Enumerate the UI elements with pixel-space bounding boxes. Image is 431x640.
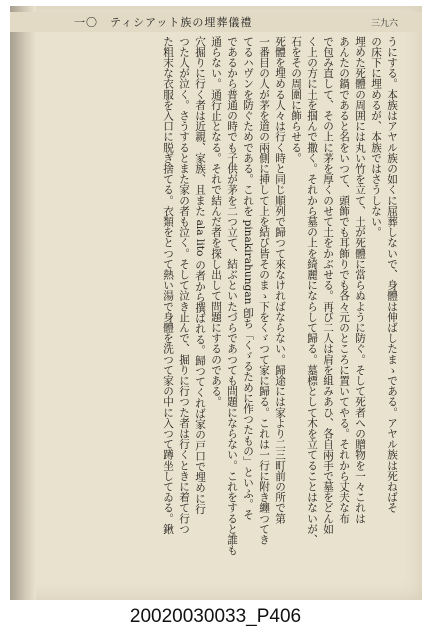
page-number: 三九六: [370, 19, 398, 29]
text-line: 通らない。通行止となる。それで結んだ者を探し出して問題にするのである。: [210, 36, 222, 407]
text-line: く上の方に土を掴んで撒く。それから墓の上を綺麗にならして歸る。墓標として木を立てることはないが、: [306, 36, 318, 545]
text-line: 一番目の人が茅を道の兩側に挿して上を結び皆そのまゝ下をくゞつて家に歸る。これは一行に附き纏つてき: [258, 36, 270, 545]
text-line: てるハヴンを防ぐためである。これを pinakirahungan 卽ち「くゞるために作つたもの」といふ。そ: [242, 36, 254, 520]
text-line: あんたの鍋であると名をいつて、頭飾でも耳飾りでも各々元のところに置いてやる。それから丈夫な布: [338, 36, 350, 524]
text-line: た粗末な衣服を入口に脱ぎ捨てる。衣類をとつて熱い湯で身體を洗つて家の中に入つて蹲坐してゐる。鍬: [162, 36, 174, 535]
book-page: [10, 6, 422, 600]
text-line: の床下に埋めるが、本族ではさうしない。: [370, 36, 382, 238]
text-line: であるから普通の時でも子供が茅を二つ立て、結ぶといたづらであつても問題にならない。これをすると誰も: [226, 36, 238, 556]
text-line: 石をその周圍に飾らせる。: [290, 36, 302, 164]
running-title: 一〇 ティシアット族の埋葬儀禮: [74, 16, 253, 29]
text-line: うにする。本族はアヤル族の如くに屈葬しないで、身體は伸ばしたまゝである。アヤル族は死ねばそ: [386, 36, 398, 513]
text-line: 穴掘りに行く者は近親、家族、且また ala lito の者から撰ばれる。歸つてくれば家の戸口で埋めに行: [194, 36, 206, 515]
page-spine-shadow: [10, 6, 36, 600]
text-line: 死體を埋める人々は行く時と同じ順列で歸つて來なければならない。歸途には家より二三町前の所で第: [274, 36, 286, 524]
image-caption: 20020030033_P406: [129, 606, 302, 627]
text-line: つた人が泣く。さうするとまた家の者も泣く。そして泣き止んで、掘りに行つた者は行くときに着て行つ: [178, 36, 190, 535]
text-line: で包み直して、その上に茅を厚くのせて土をかぶせる。再び二人は肩を組みあひ、各自兩手で墓をどん如: [322, 36, 334, 535]
text-line: 埋めた死體の周囲には丸い竹を立て、土が死體に當らぬように防ぐ。そして死者への贈物を一々これは: [354, 36, 366, 524]
vertical-text-block: [60, 36, 400, 596]
